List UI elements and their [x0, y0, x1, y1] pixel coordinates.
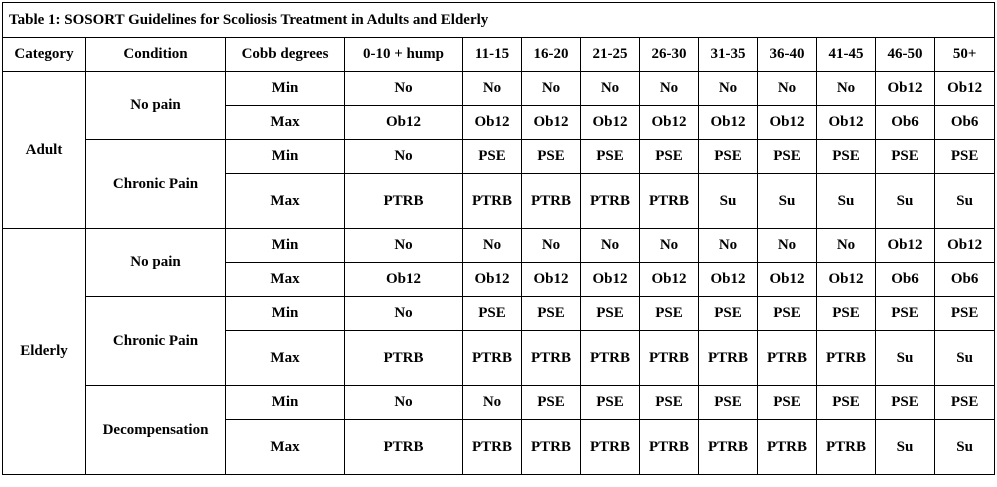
value-cell: PTRB	[640, 331, 699, 386]
value-cell: Su	[876, 331, 935, 386]
value-cell: Su	[935, 420, 995, 475]
value-cell: PSE	[522, 140, 581, 174]
value-cell: Ob12	[522, 263, 581, 297]
value-cell: No	[640, 229, 699, 263]
value-cell: PTRB	[581, 420, 640, 475]
value-cell: PSE	[817, 297, 876, 331]
value-cell: PSE	[522, 297, 581, 331]
level-cell: Min	[226, 229, 345, 263]
column-header: 26-30	[640, 38, 699, 72]
table-row	[3, 297, 995, 331]
value-cell: PSE	[935, 297, 995, 331]
value-cell: Su	[876, 174, 935, 229]
value-cell: PTRB	[758, 420, 817, 475]
value-cell: PTRB	[758, 331, 817, 386]
value-cell: No	[758, 72, 817, 106]
value-cell: PSE	[876, 140, 935, 174]
value-cell: Ob12	[581, 263, 640, 297]
value-cell: No	[817, 72, 876, 106]
value-cell: Su	[817, 174, 876, 229]
value-cell: PSE	[758, 140, 817, 174]
value-cell: Ob12	[345, 263, 463, 297]
value-cell: No	[345, 140, 463, 174]
value-cell: Ob6	[935, 263, 995, 297]
value-cell: Ob12	[640, 106, 699, 140]
value-cell: Ob12	[876, 229, 935, 263]
column-header: 16-20	[522, 38, 581, 72]
value-cell: Su	[876, 420, 935, 475]
value-cell: PSE	[640, 297, 699, 331]
value-cell: No	[345, 72, 463, 106]
value-cell: PTRB	[345, 331, 463, 386]
level-cell: Min	[226, 72, 345, 106]
value-cell: PSE	[876, 386, 935, 420]
condition-cell: No pain	[86, 72, 226, 140]
column-header: 21-25	[581, 38, 640, 72]
value-cell: No	[345, 229, 463, 263]
condition-cell: Chronic Pain	[86, 140, 226, 229]
table-caption: Table 1: SOSORT Guidelines for Scoliosis Treatment in Adults and Elderly	[3, 3, 995, 38]
value-cell: Ob12	[758, 106, 817, 140]
value-cell: No	[699, 72, 758, 106]
value-cell: Ob12	[463, 263, 522, 297]
value-cell: PTRB	[640, 174, 699, 229]
value-cell: PSE	[935, 140, 995, 174]
value-cell: PTRB	[581, 174, 640, 229]
value-cell: PSE	[699, 386, 758, 420]
value-cell: PTRB	[345, 174, 463, 229]
value-cell: Su	[935, 331, 995, 386]
guidelines-table	[2, 2, 995, 475]
value-cell: PTRB	[345, 420, 463, 475]
value-cell: PSE	[758, 386, 817, 420]
value-cell: PTRB	[817, 420, 876, 475]
value-cell: PSE	[699, 140, 758, 174]
table-row	[3, 386, 995, 420]
value-cell: Su	[935, 174, 995, 229]
value-cell: PSE	[876, 297, 935, 331]
table-row	[3, 140, 995, 174]
value-cell: No	[699, 229, 758, 263]
column-header: 31-35	[699, 38, 758, 72]
value-cell: No	[640, 72, 699, 106]
value-cell: Ob12	[758, 263, 817, 297]
value-cell: PSE	[581, 297, 640, 331]
value-cell: Su	[699, 174, 758, 229]
column-header: Cobb degrees	[226, 38, 345, 72]
column-header: 41-45	[817, 38, 876, 72]
value-cell: PSE	[581, 386, 640, 420]
value-cell: No	[345, 386, 463, 420]
value-cell: No	[463, 229, 522, 263]
caption-row	[3, 3, 995, 38]
value-cell: Ob12	[817, 263, 876, 297]
value-cell: PSE	[699, 297, 758, 331]
column-header: 46-50	[876, 38, 935, 72]
condition-cell: Decompensation	[86, 386, 226, 475]
value-cell: PSE	[522, 386, 581, 420]
value-cell: PSE	[463, 297, 522, 331]
table-body	[3, 72, 995, 475]
value-cell: PTRB	[699, 420, 758, 475]
column-header: Condition	[86, 38, 226, 72]
value-cell: PSE	[640, 140, 699, 174]
value-cell: PSE	[817, 386, 876, 420]
value-cell: No	[345, 297, 463, 331]
value-cell: No	[522, 229, 581, 263]
level-cell: Max	[226, 331, 345, 386]
condition-cell: No pain	[86, 229, 226, 297]
level-cell: Max	[226, 420, 345, 475]
value-cell: PSE	[817, 140, 876, 174]
value-cell: No	[581, 229, 640, 263]
value-cell: Ob12	[345, 106, 463, 140]
value-cell: Ob12	[876, 72, 935, 106]
column-header: 11-15	[463, 38, 522, 72]
level-cell: Min	[226, 297, 345, 331]
value-cell: Su	[758, 174, 817, 229]
column-header: Category	[3, 38, 86, 72]
value-cell: Ob12	[522, 106, 581, 140]
category-cell: Elderly	[3, 229, 86, 475]
column-header: 36-40	[758, 38, 817, 72]
value-cell: No	[581, 72, 640, 106]
value-cell: Ob6	[876, 263, 935, 297]
value-cell: Ob12	[699, 106, 758, 140]
table-row	[3, 229, 995, 263]
value-cell: Ob12	[699, 263, 758, 297]
value-cell: Ob12	[581, 106, 640, 140]
value-cell: No	[758, 229, 817, 263]
value-cell: PTRB	[522, 331, 581, 386]
value-cell: Ob12	[463, 106, 522, 140]
value-cell: PTRB	[463, 174, 522, 229]
value-cell: PTRB	[463, 331, 522, 386]
value-cell: No	[817, 229, 876, 263]
value-cell: Ob6	[876, 106, 935, 140]
value-cell: PTRB	[522, 174, 581, 229]
value-cell: PSE	[935, 386, 995, 420]
value-cell: PSE	[758, 297, 817, 331]
value-cell: No	[463, 386, 522, 420]
column-header: 0-10 + hump	[345, 38, 463, 72]
level-cell: Min	[226, 140, 345, 174]
value-cell: Ob12	[817, 106, 876, 140]
level-cell: Min	[226, 386, 345, 420]
value-cell: No	[463, 72, 522, 106]
condition-cell: Chronic Pain	[86, 297, 226, 386]
value-cell: Ob12	[935, 229, 995, 263]
value-cell: Ob12	[935, 72, 995, 106]
level-cell: Max	[226, 106, 345, 140]
category-cell: Adult	[3, 72, 86, 229]
level-cell: Max	[226, 263, 345, 297]
value-cell: PTRB	[699, 331, 758, 386]
value-cell: PTRB	[463, 420, 522, 475]
value-cell: PTRB	[522, 420, 581, 475]
document-page	[2, 2, 994, 475]
value-cell: No	[522, 72, 581, 106]
value-cell: PSE	[581, 140, 640, 174]
header-row	[3, 38, 995, 72]
table-row	[3, 72, 995, 106]
value-cell: PTRB	[640, 420, 699, 475]
value-cell: PSE	[463, 140, 522, 174]
value-cell: PTRB	[817, 331, 876, 386]
level-cell: Max	[226, 174, 345, 229]
value-cell: PTRB	[581, 331, 640, 386]
column-header: 50+	[935, 38, 995, 72]
value-cell: Ob6	[935, 106, 995, 140]
value-cell: Ob12	[640, 263, 699, 297]
value-cell: PSE	[640, 386, 699, 420]
